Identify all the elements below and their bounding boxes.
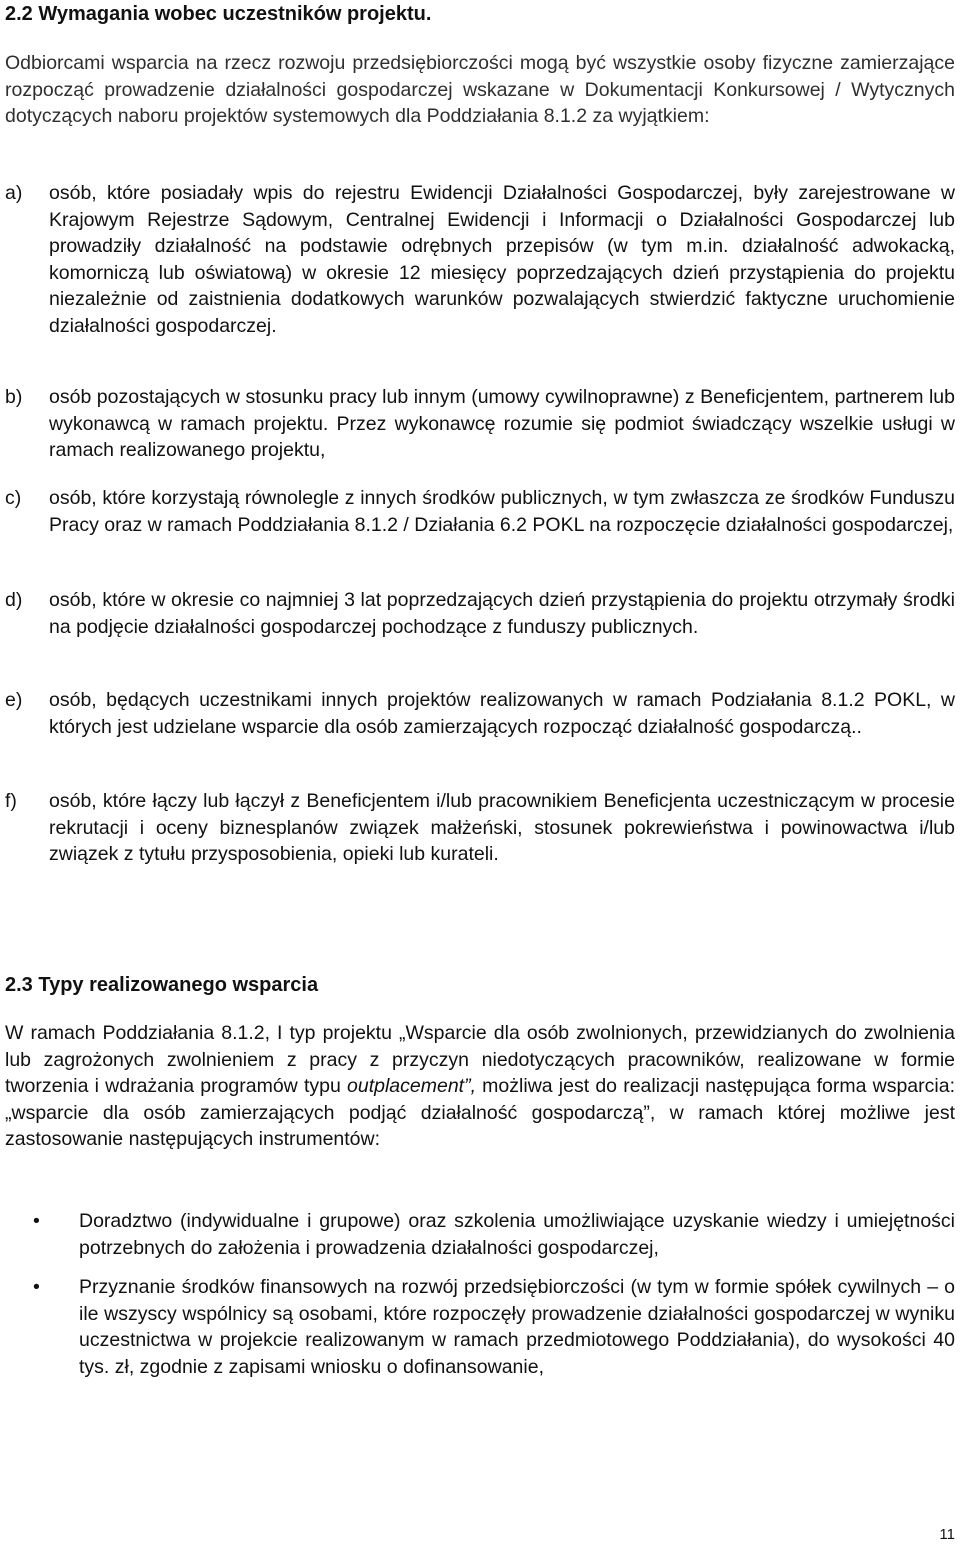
outplacement-term: outplacement”, [347,1075,476,1097]
list-item-d [5,587,955,640]
list-marker: b) [5,386,23,408]
support-text-start: W ramach Poddziałania 8.1.2, I typ projektu „Wsparcie dla osób zwolnionych, przewidzianych do zwolnienia lub zagrożonych zwolnieniem z pracy z przyczyn niedotyczących pracowników, realizowane w formie tworzenia i wdrażania programów typu [5,1022,955,1097]
list-item-f [5,788,955,868]
bullet-text: Doradztwo (indywidualne i grupowe) oraz szkolenia umożliwiające uzyskanie wiedzy i umiejętności potrzebnych do założenia i prowadzenia działalności gospodarczej, [79,1210,955,1259]
list-item-text: osób, które korzystają równolegle z innych środków publicznych, w tym zwłaszcza ze środków Funduszu Pracy oraz w ramach Poddziałania 8.1.2 / Działania 6.2 POKL na rozpoczęcie działalności gospodarczej, [49,487,955,536]
list-item-text: osób, które w okresie co najmniej 3 lat poprzedzających dzień przystąpienia do projektu otrzymały środki na podjęcie działalności gospodarczej pochodzące z funduszy publicznych. [49,589,955,638]
list-item-a [5,180,955,339]
intro-paragraph: Odbiorcami wsparcia na rzecz rozwoju przedsiębiorczości mogą być wszystkie osoby fizyczne zamierzające rozpocząć prowadzenie działalności gospodarczej wskazane w Dokumentacji Konkursowej / Wytycznych dotyczących naboru projektów systemowych dla Poddziałania 8.1.2 za wyjątkiem: [5,52,955,127]
bullet-icon: • [33,1210,40,1232]
section-heading-2-3: 2.3 Typy realizowanego wsparcia [5,974,319,996]
list-marker: f) [5,790,17,812]
bullet-item-advisory [5,1208,955,1261]
list-item-e [5,687,955,740]
list-item-c [5,485,955,538]
bullet-text: Przyznanie środków finansowych na rozwój przedsiębiorczości (w tym w formie spółek cywilnych – o ile wszyscy wspólnicy są osobami, które rozpoczęły prowadzenie działalności gospodarczej w wyniku uczestnictwa w projekcie realizowanym w ramach przedmiotowego Poddziałania), do wysokości 40 tys. zł, zgodnie z zapisami wniosku o dofinansowanie, [79,1276,955,1378]
list-marker: c) [5,487,22,509]
list-item-text: osób, które łączy lub łączył z Beneficjentem i/lub pracownikiem Beneficjenta uczestniczącym w procesie rekrutacji i oceny biznesplanów związek małżeński, stosunek pokrewieństwa i powinowactwa i/lub związek z tytułu przysposobienia, opieki lub kurateli. [49,790,955,865]
section-heading-2-2: 2.2 Wymagania wobec uczestników projektu. [5,3,432,25]
list-item-b [5,384,955,464]
support-paragraph [5,1020,955,1153]
list-item-text: osób, będących uczestnikami innych projektów realizowanych w ramach Podziałania 8.1.2 POKL, w których jest udzielane wsparcie dla osób zamierzających rozpocząć działalność gospodarczą.. [49,689,955,738]
bullet-icon: • [33,1276,40,1298]
list-marker: d) [5,589,23,611]
support-text-end: możliwa jest do realizacji następująca forma wsparcia: „wsparcie dla osób zamierzających podjąć działalność gospodarczą”, w ramach której możliwe jest zastosowanie następujących instrumentów: [5,1075,955,1150]
list-item-text: osób pozostających w stosunku pracy lub innym (umowy cywilnoprawne) z Beneficjentem, partnerem lub wykonawcą w ramach projektu. Przez wykonawcę rozumie się podmiot świadczący wszelkie usługi w ramach realizowanego projektu, [49,386,955,461]
bullet-item-funding [5,1274,955,1380]
list-marker: a) [5,182,23,204]
page-number: 11 [939,1526,955,1543]
list-marker: e) [5,689,23,711]
list-item-text: osób, które posiadały wpis do rejestru Ewidencji Działalności Gospodarczej, były zarejestrowane w Krajowym Rejestrze Sądowym, Centralnej Ewidencji i Informacji o Działalności Gospodarczej lub prowadziły działalność na podstawie odrębnych przepisów (w tym m.in. działalność adwokacką, komorniczą lub oświatową) w okresie 12 miesięcy poprzedzających dzień przystąpienia do projektu niezależnie od zaistnienia dodatkowych warunków pozwalających stwierdzić faktyczne uruchomienie działalności gospodarczej. [49,182,955,337]
